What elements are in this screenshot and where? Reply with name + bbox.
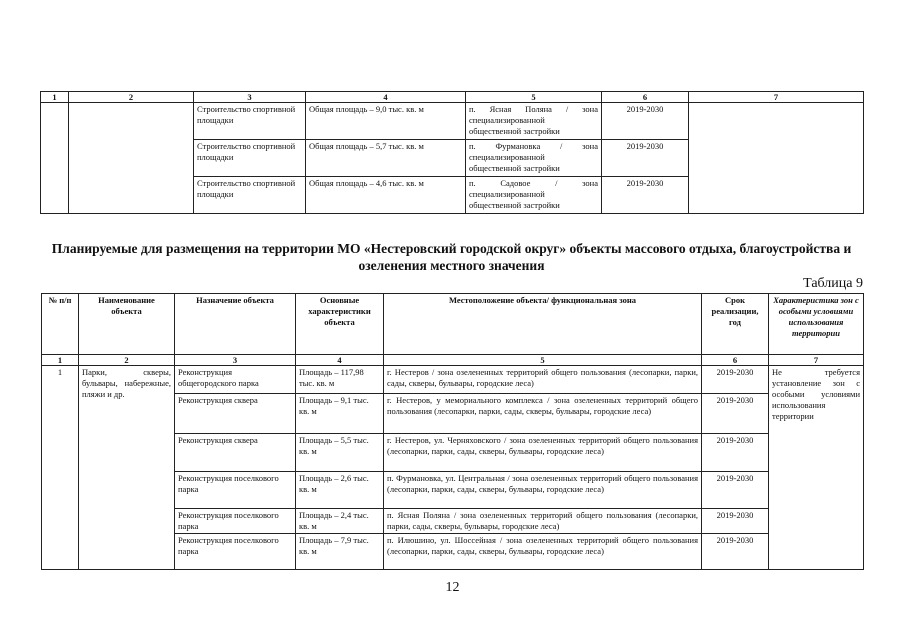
main-col-num: 7 <box>769 355 864 366</box>
top-cell-char: Общая площадь – 4,6 тыс. кв. м <box>306 177 466 214</box>
page-number: 12 <box>445 580 460 595</box>
object-term: 2019-2030 <box>702 472 769 509</box>
top-cell-name: Строительство спортивной площадки <box>194 140 306 177</box>
object-location: п. Ясная Поляна / зона озелененных территорий общего пользования (лесопарки, парки, сады, скверы, бульвары, городские леса) <box>384 509 702 534</box>
object-location: п. Фурмановка, ул. Центральная / зона озелененных территорий общего пользования (лесопарки, парки, сады, скверы, бульвары, городские леса) <box>384 472 702 509</box>
top-cell-name: Строительство спортивной площадки <box>194 177 306 214</box>
object-characteristics: Площадь – 2,6 тыс. кв. м <box>296 472 384 509</box>
main-col-num: 5 <box>384 355 702 366</box>
object-term: 2019-2030 <box>702 534 769 570</box>
row-number: 1 <box>42 366 79 570</box>
header-cell: № п/п <box>42 294 79 355</box>
header-cell: Наименование объекта <box>79 294 175 355</box>
object-purpose: Реконструкция поселкового парка <box>175 534 296 570</box>
table-row <box>41 103 864 140</box>
object-term: 2019-2030 <box>702 366 769 394</box>
header-cell: Местоположение объекта/ функциональная зона <box>384 294 702 355</box>
object-location: г. Нестеров, у мемориального комплекса / зона озелененных территорий общего пользования (лесопарки, парки, сады, скверы, бульвары, городские леса) <box>384 394 702 434</box>
object-characteristics: Площадь – 2,4 тыс. кв. м <box>296 509 384 534</box>
top-cell-char: Общая площадь – 5,7 тыс. кв. м <box>306 140 466 177</box>
object-purpose: Реконструкция общегородского парка <box>175 366 296 394</box>
object-characteristics: Площадь – 117,98 тыс. кв. м <box>296 366 384 394</box>
main-table-header-row <box>42 294 864 355</box>
object-characteristics: Площадь – 9,1 тыс. кв. м <box>296 394 384 434</box>
zone-characteristics: Не требуется установление зон с особыми условиями использования территории <box>769 366 864 570</box>
object-characteristics: Площадь – 7,9 тыс. кв. м <box>296 534 384 570</box>
object-location: п. Илюшино, ул. Шоссейная / зона озелененных территорий общего пользования (лесопарки, парки, сады, скверы, бульвары, городские леса) <box>384 534 702 570</box>
header-cell: Срок реализации, год <box>702 294 769 355</box>
object-purpose: Реконструкция сквера <box>175 434 296 472</box>
top-col-num: 5 <box>466 92 602 103</box>
top-col-num: 7 <box>689 92 864 103</box>
top-cell-loc: п. Ясная Поляна / зона специализированной общественной застройки <box>466 103 602 140</box>
top-cell-term: 2019-2030 <box>602 140 689 177</box>
object-term: 2019-2030 <box>702 394 769 434</box>
section-title: Планируемые для размещения на территории МО «Нестеровский городской округ» объекты массового отдыха, благоустройства и озеленения местного значения <box>51 241 852 273</box>
main-col-num: 6 <box>702 355 769 366</box>
header-cell: Назначение объекта <box>175 294 296 355</box>
top-col-num: 1 <box>41 92 69 103</box>
top-table-number-row <box>41 92 864 103</box>
main-col-num: 2 <box>79 355 175 366</box>
object-purpose: Реконструкция поселкового парка <box>175 472 296 509</box>
object-term: 2019-2030 <box>702 434 769 472</box>
main-col-num: 1 <box>42 355 79 366</box>
table-label: Таблица 9 <box>803 276 863 291</box>
main-col-num: 3 <box>175 355 296 366</box>
top-col-num: 2 <box>69 92 194 103</box>
top-cell-loc: п. Садовое / зона специализированной общественной застройки <box>466 177 602 214</box>
main-table-number-row <box>42 355 864 366</box>
main-col-num: 4 <box>296 355 384 366</box>
top-cell-empty <box>69 103 194 214</box>
object-term: 2019-2030 <box>702 509 769 534</box>
object-purpose: Реконструкция сквера <box>175 394 296 434</box>
top-cell-term: 2019-2030 <box>602 177 689 214</box>
top-cell-term: 2019-2030 <box>602 103 689 140</box>
top-col-num: 6 <box>602 92 689 103</box>
main-table <box>41 293 864 570</box>
top-col-num: 3 <box>194 92 306 103</box>
table-row <box>42 366 864 394</box>
object-location: г. Нестеров / зона озелененных территорий общего пользования (лесопарки, парки, сады, скверы, бульвары, городские леса) <box>384 366 702 394</box>
top-col-num: 4 <box>306 92 466 103</box>
top-table <box>40 91 864 214</box>
top-cell-empty <box>689 103 864 214</box>
object-purpose: Реконструкция поселкового парка <box>175 509 296 534</box>
object-name: Парки, скверы, бульвары, набережные, пляжи и др. <box>79 366 175 570</box>
header-cell: Характеристика зон с особыми условиями использования территории <box>769 294 864 355</box>
header-cell: Основные характеристики объекта <box>296 294 384 355</box>
top-cell-name: Строительство спортивной площадки <box>194 103 306 140</box>
top-cell-loc: п. Фурмановка / зона специализированной общественной застройки <box>466 140 602 177</box>
object-characteristics: Площадь – 5,5 тыс. кв. м <box>296 434 384 472</box>
top-cell-empty <box>41 103 69 214</box>
top-cell-char: Общая площадь – 9,0 тыс. кв. м <box>306 103 466 140</box>
object-location: г. Нестеров, ул. Черняховского / зона озелененных территорий общего пользования (лесопарки, парки, сады, скверы, бульвары, городские леса) <box>384 434 702 472</box>
